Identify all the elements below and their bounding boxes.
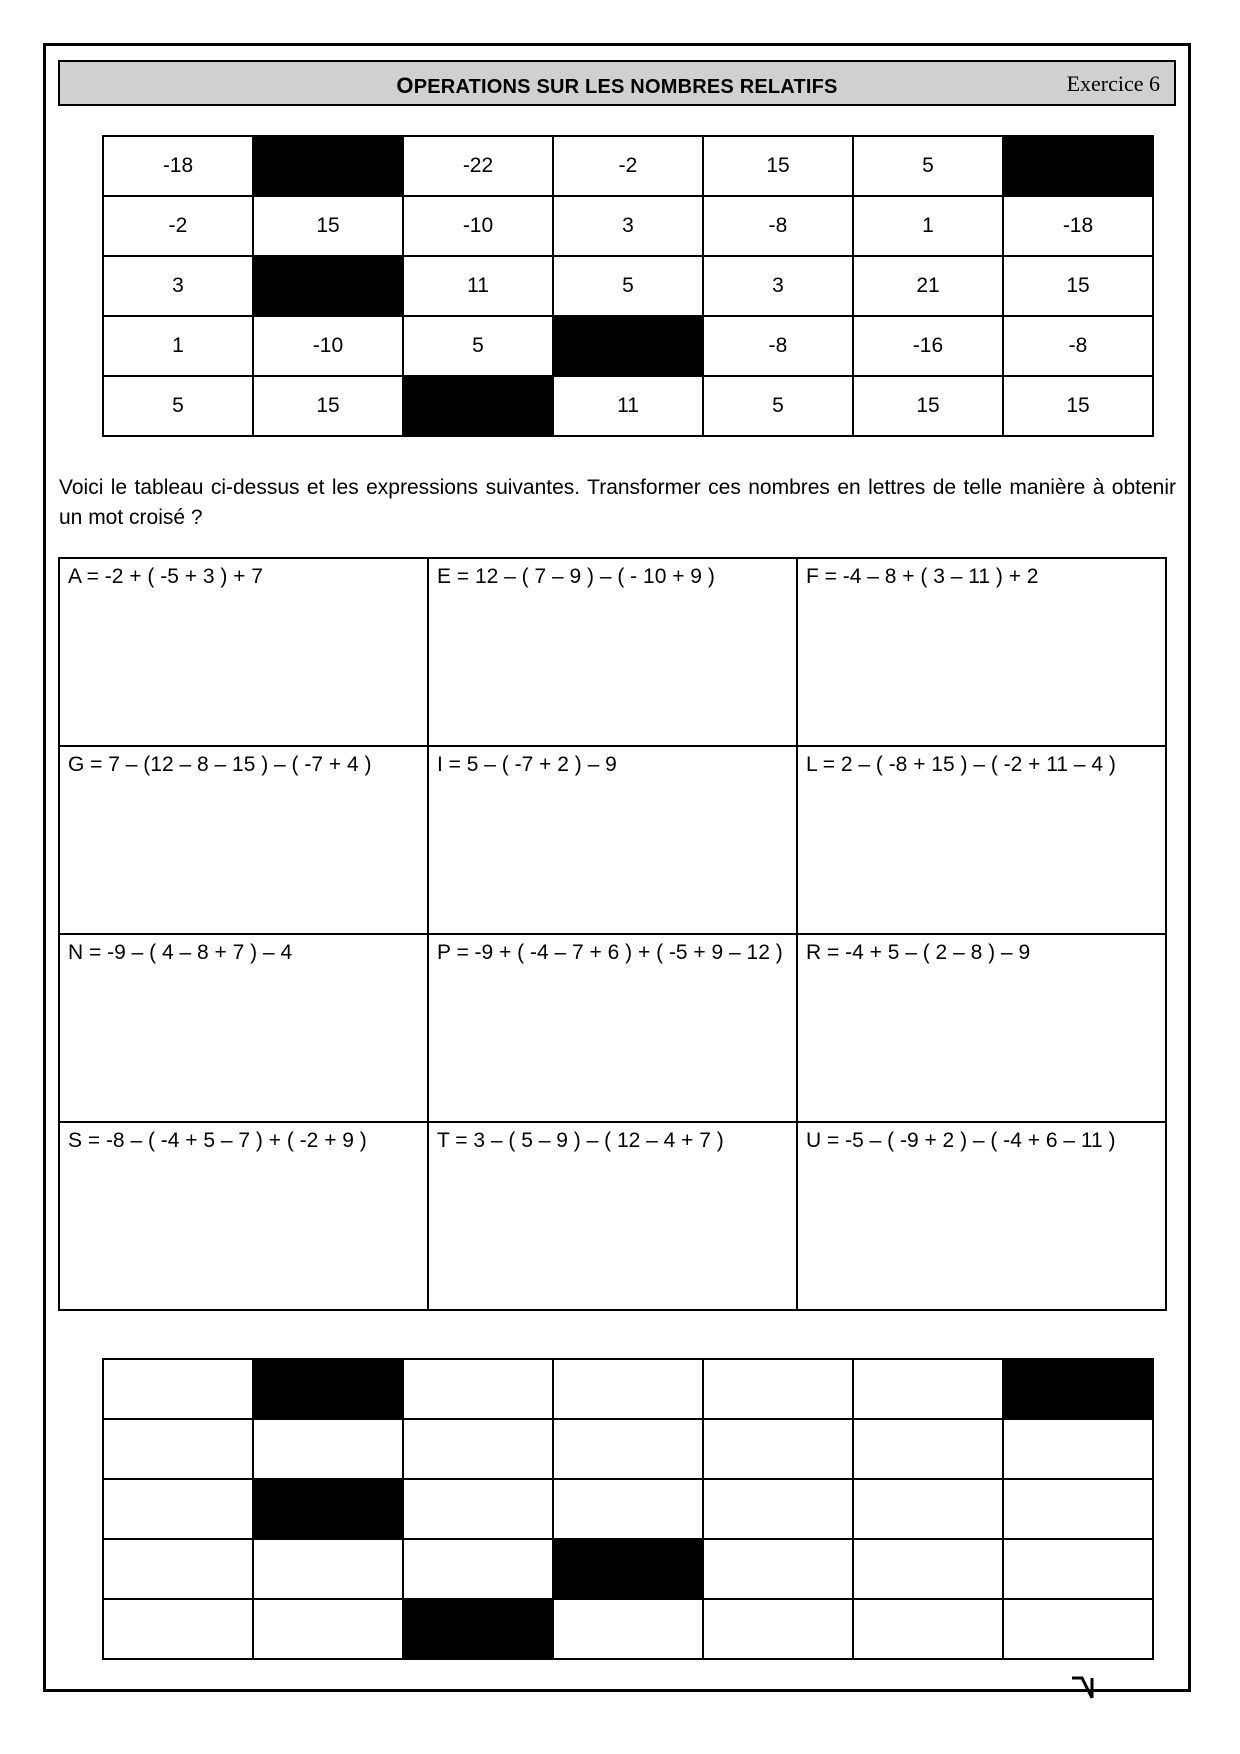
- number-cell: -10: [403, 196, 553, 256]
- answer-cell[interactable]: [553, 1479, 703, 1539]
- answer-cell[interactable]: [853, 1599, 1003, 1659]
- expression-text: N = -9 – ( 4 – 8 + 7 ) – 4: [68, 941, 293, 964]
- answer-cell[interactable]: [853, 1359, 1003, 1419]
- black-cell: [1003, 1359, 1153, 1419]
- number-cell: 5: [553, 256, 703, 316]
- expression-row: [59, 746, 1166, 934]
- number-cell: -18: [1003, 196, 1153, 256]
- number-cell: 15: [1003, 256, 1153, 316]
- answer-cell[interactable]: [403, 1359, 553, 1419]
- grid-row: [103, 376, 1153, 436]
- answer-cell[interactable]: [103, 1599, 253, 1659]
- expression-row: [59, 558, 1166, 746]
- answer-cell[interactable]: [703, 1419, 853, 1479]
- page-title: OPERATIONS SUR LES NOMBRES RELATIFS: [396, 73, 838, 98]
- answer-cell[interactable]: [853, 1539, 1003, 1599]
- expression-cell[interactable]: [59, 934, 428, 1122]
- number-cell: 5: [703, 376, 853, 436]
- answer-cell[interactable]: [103, 1539, 253, 1599]
- answer-cell[interactable]: [553, 1359, 703, 1419]
- crossword-answer-grid: [102, 1358, 1154, 1660]
- black-cell: [253, 1479, 403, 1539]
- number-cell: -2: [553, 136, 703, 196]
- expression-text: T = 3 – ( 5 – 9 ) – ( 12 – 4 + 7 ): [437, 1129, 724, 1152]
- expression-cell[interactable]: [797, 934, 1166, 1122]
- number-cell: 3: [553, 196, 703, 256]
- expression-text: I = 5 – ( -7 + 2 ) – 9: [437, 753, 617, 776]
- answer-cell[interactable]: [1003, 1419, 1153, 1479]
- number-cell: 15: [703, 136, 853, 196]
- number-cell: 11: [553, 376, 703, 436]
- expression-cell[interactable]: [797, 746, 1166, 934]
- expression-row: [59, 934, 1166, 1122]
- number-cell: 5: [403, 316, 553, 376]
- black-cell: [1003, 136, 1153, 196]
- number-cell: -8: [1003, 316, 1153, 376]
- instructions-text: Voici le tableau ci-dessus et les expressions suivantes. Transformer ces nombres en lettres de telle manière à obtenir un mot croisé ?: [59, 476, 1176, 529]
- exercise-header: [58, 60, 1176, 106]
- grid-row: [103, 136, 1153, 196]
- black-cell: [553, 316, 703, 376]
- black-cell: [403, 376, 553, 436]
- answer-cell[interactable]: [853, 1479, 1003, 1539]
- expression-text: P = -9 + ( -4 – 7 + 6 ) + ( -5 + 9 – 12 ): [437, 941, 783, 964]
- number-cell: 15: [253, 196, 403, 256]
- expression-text: R = -4 + 5 – ( 2 – 8 ) – 9: [806, 941, 1031, 964]
- answer-cell[interactable]: [703, 1359, 853, 1419]
- grid-row: [103, 1419, 1153, 1479]
- expression-cell[interactable]: [428, 746, 797, 934]
- answer-cell[interactable]: [253, 1419, 403, 1479]
- black-cell: [253, 256, 403, 316]
- answer-cell[interactable]: [103, 1479, 253, 1539]
- answer-cell[interactable]: [703, 1479, 853, 1539]
- expression-text: L = 2 – ( -8 + 15 ) – ( -2 + 11 – 4 ): [806, 753, 1116, 776]
- number-cell: -18: [103, 136, 253, 196]
- number-cell: 5: [103, 376, 253, 436]
- expression-text: S = -8 – ( -4 + 5 – 7 ) + ( -2 + 9 ): [68, 1129, 367, 1152]
- answer-cell[interactable]: [403, 1539, 553, 1599]
- answer-cell[interactable]: [703, 1599, 853, 1659]
- expression-cell[interactable]: [797, 1122, 1166, 1310]
- number-cell: 11: [403, 256, 553, 316]
- expression-text: F = -4 – 8 + ( 3 – 11 ) + 2: [806, 565, 1039, 588]
- black-cell: [253, 1359, 403, 1419]
- answer-cell[interactable]: [253, 1599, 403, 1659]
- answer-cell[interactable]: [1003, 1539, 1153, 1599]
- expression-cell[interactable]: [428, 1122, 797, 1310]
- grid-row: [103, 256, 1153, 316]
- expression-cell[interactable]: [59, 746, 428, 934]
- number-cell: -8: [703, 316, 853, 376]
- grid-row: [103, 1479, 1153, 1539]
- expression-cell[interactable]: [59, 1122, 428, 1310]
- expression-text: U = -5 – ( -9 + 2 ) – ( -4 + 6 – 11 ): [806, 1129, 1116, 1152]
- answer-cell[interactable]: [1003, 1479, 1153, 1539]
- number-grid: [102, 135, 1154, 437]
- answer-cell[interactable]: [853, 1419, 1003, 1479]
- number-cell: 21: [853, 256, 1003, 316]
- black-cell: [403, 1599, 553, 1659]
- expressions-table: [58, 557, 1167, 1311]
- expression-row: [59, 1122, 1166, 1310]
- expression-cell[interactable]: [428, 934, 797, 1122]
- number-cell: 15: [1003, 376, 1153, 436]
- grid-row: [103, 1359, 1153, 1419]
- black-cell: [553, 1539, 703, 1599]
- answer-cell[interactable]: [403, 1479, 553, 1539]
- number-cell: 3: [703, 256, 853, 316]
- expression-cell[interactable]: [59, 558, 428, 746]
- number-cell: 3: [103, 256, 253, 316]
- number-cell: -16: [853, 316, 1003, 376]
- number-cell: -22: [403, 136, 553, 196]
- answer-cell[interactable]: [103, 1419, 253, 1479]
- grid-row: [103, 1599, 1153, 1659]
- number-cell: 15: [253, 376, 403, 436]
- expression-cell[interactable]: [797, 558, 1166, 746]
- number-cell: 15: [853, 376, 1003, 436]
- answer-cell[interactable]: [103, 1359, 253, 1419]
- grid-row: [103, 196, 1153, 256]
- number-cell: -2: [103, 196, 253, 256]
- number-cell: 1: [103, 316, 253, 376]
- number-cell: 5: [853, 136, 1003, 196]
- black-cell: [253, 136, 403, 196]
- number-cell: -10: [253, 316, 403, 376]
- grid-row: [103, 316, 1153, 376]
- answer-cell[interactable]: [1003, 1599, 1153, 1659]
- page-corner-mark: [1070, 1672, 1100, 1702]
- number-cell: 1: [853, 196, 1003, 256]
- expression-text: E = 12 – ( 7 – 9 ) – ( - 10 + 9 ): [437, 565, 715, 588]
- exercise-number: Exercice 6: [1066, 71, 1160, 96]
- expression-text: G = 7 – (12 – 8 – 15 ) – ( -7 + 4 ): [68, 753, 372, 776]
- answer-cell[interactable]: [253, 1539, 403, 1599]
- answer-cell[interactable]: [403, 1419, 553, 1479]
- number-cell: -8: [703, 196, 853, 256]
- expression-cell[interactable]: [428, 558, 797, 746]
- expression-text: A = -2 + ( -5 + 3 ) + 7: [68, 565, 263, 588]
- answer-cell[interactable]: [553, 1419, 703, 1479]
- grid-row: [103, 1539, 1153, 1599]
- answer-cell[interactable]: [553, 1599, 703, 1659]
- answer-cell[interactable]: [703, 1539, 853, 1599]
